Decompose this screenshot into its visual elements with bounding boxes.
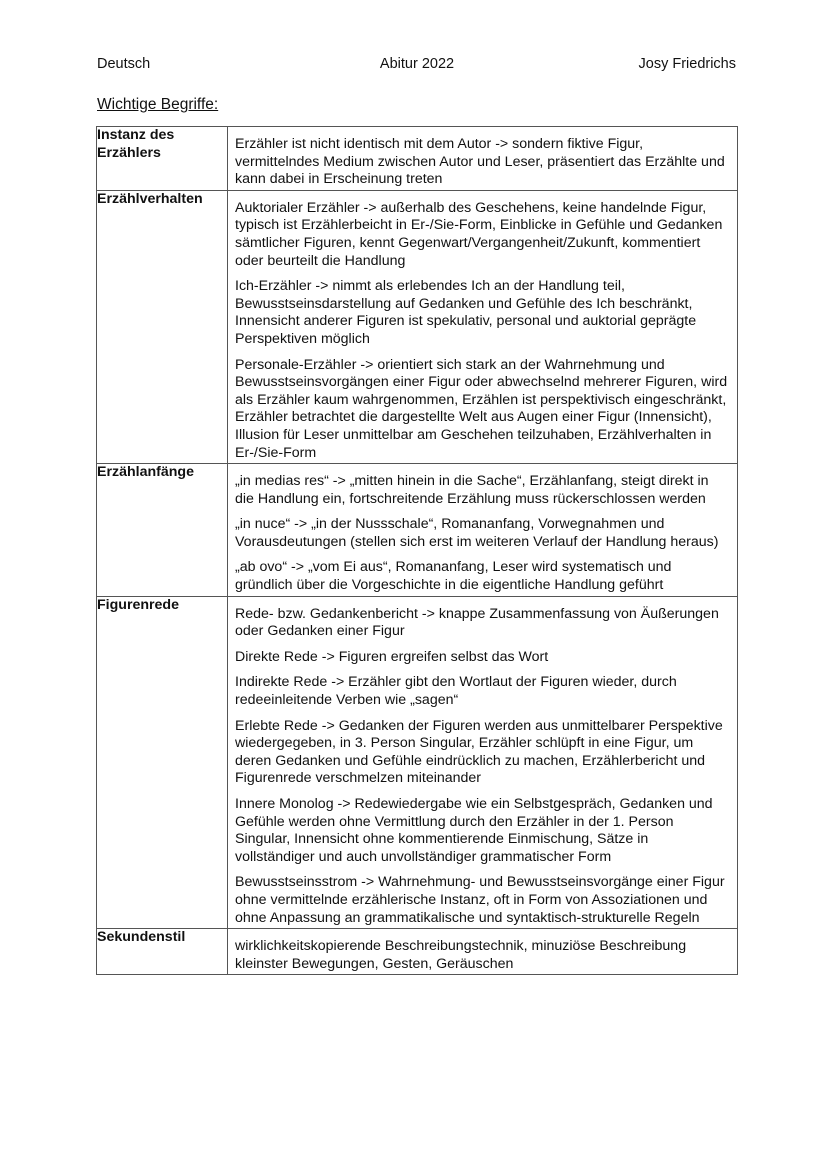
terms-table xyxy=(96,126,738,975)
definition-paragraph: „in nuce“ -> „in der Nussschale“, Romananfang, Vorwegnahmen und Vorausdeutungen (stellen sich erst im weiteren Verlauf der Handlung heraus) xyxy=(235,516,719,550)
term-definitions xyxy=(228,929,738,975)
term-row xyxy=(97,596,738,929)
header-author: Josy Friedrichs xyxy=(638,56,736,72)
term-name: Erzählanfänge xyxy=(97,464,228,597)
term-name: Sekundenstil xyxy=(97,929,228,975)
section-title: Wichtige Begriffe: xyxy=(97,96,219,113)
definition-paragraph: Bewusstseinsstrom -> Wahrnehmung- und Bewusstseinsvorgänge einer Figur ohne vermittelnde erzählerische Instanz, oft in Form von Assoziationen und ohne Anpassung an grammatikalische und syntaktisch-strukturelle Regeln xyxy=(235,874,725,926)
term-definitions xyxy=(228,127,738,191)
definition-paragraph: Ich-Erzähler -> nimmt als erlebendes Ich an der Handlung teil, Bewusstseinsdarstellung auf Gedanken und Gefühle des Ich beschränkt, Innensicht anderer Figuren ist spekulativ, personal und auktorial geprägte Perspektiven möglich xyxy=(235,278,697,347)
definition-paragraph: „in medias res“ -> „mitten hinein in die Sache“, Erzählanfang, steigt direkt in die Handlung ein, fortschreitende Erzählung muss rückerschlossen werden xyxy=(235,473,709,507)
definition-paragraph: Erzähler ist nicht identisch mit dem Autor -> sondern fiktive Figur, vermittelndes Medium zwischen Autor und Leser, präsentiert das Erzählte und kann dabei in Erscheinung treten xyxy=(235,136,725,188)
definition-paragraph: „ab ovo“ -> „vom Ei aus“, Romananfang, Leser wird systematisch und gründlich über die Vorgeschichte in die eigentliche Handlung geführt xyxy=(235,559,672,594)
definition-paragraph: Direkte Rede -> Figuren ergreifen selbst das Wort xyxy=(235,648,549,665)
term-definitions xyxy=(228,190,738,463)
definition-paragraph: Rede- bzw. Gedankenbericht -> knappe Zusammenfassung von Äußerungen oder Gedanken einer Figur xyxy=(235,605,719,640)
term-definitions xyxy=(228,596,738,929)
definition-paragraph: Personale-Erzähler -> orientiert sich stark an der Wahrnehmung und Bewusstseinsvorgängen einer Figur oder abwechselnd mehrerer Figuren, wird als Erzähler kaum wahrgenommen, Erzählen ist perspektivisch eingeschränkt, Erzähler betrachtet die dargestellte Welt aus Augen einer Figur (Innensicht), Illusion für Leser unmittelbar am Geschehen teilzuhaben, Erzählverhalten in Er-/Sie-Form xyxy=(235,356,728,461)
definition-paragraph: Erlebte Rede -> Gedanken der Figuren werden aus unmittelbarer Perspektive wiedergegeben, in 3. Person Singular, Erzähler schlüpft in eine Figur, um deren Gedanken und Gefühle eindrücklich zu machen, Erzählerbericht und Figurenrede verschmelzen miteinander xyxy=(235,717,723,787)
definition-paragraph: Indirekte Rede -> Erzähler gibt den Wortlaut der Figuren wieder, durch redeeinleitende Verben wie „sagen“ xyxy=(235,674,677,709)
term-row xyxy=(97,464,738,597)
definition-paragraph: Innere Monolog -> Redewiedergabe wie ein Selbstgespräch, Gedanken und Gefühle werden ohne Vermittlung durch den Erzähler in der 1. Person Singular, Innensicht ohne kommentierende Einmischung, Sätze in vollständiger und auch unvollständiger grammatischer Form xyxy=(235,796,713,865)
term-row xyxy=(97,929,738,975)
term-name: Instanz des Erzählers xyxy=(97,127,228,191)
terms-table-body xyxy=(97,127,738,975)
header-exam: Abitur 2022 xyxy=(379,56,455,72)
term-name: Figurenrede xyxy=(97,596,228,929)
definition-paragraph: Auktorialer Erzähler -> außerhalb des Geschehens, keine handelnde Figur, typisch ist Erzählerbeicht in Er-/Sie-Form, Einblicke in Gefühle und Gedanken sämtlicher Figuren, kennt Gegenwart/Vergangenheit/Zukunft, kommentiert oder beurteilt die Handlung xyxy=(235,199,723,269)
term-row xyxy=(97,127,738,191)
definition-paragraph: wirklichkeitskopierende Beschreibungstechnik, minuziöse Beschreibung kleinster Bewegungen, Gesten, Geräuschen xyxy=(235,938,687,972)
term-definitions xyxy=(228,464,738,597)
term-name: Erzählverhalten xyxy=(97,190,228,463)
term-row xyxy=(97,190,738,463)
header-subject: Deutsch xyxy=(97,56,151,72)
